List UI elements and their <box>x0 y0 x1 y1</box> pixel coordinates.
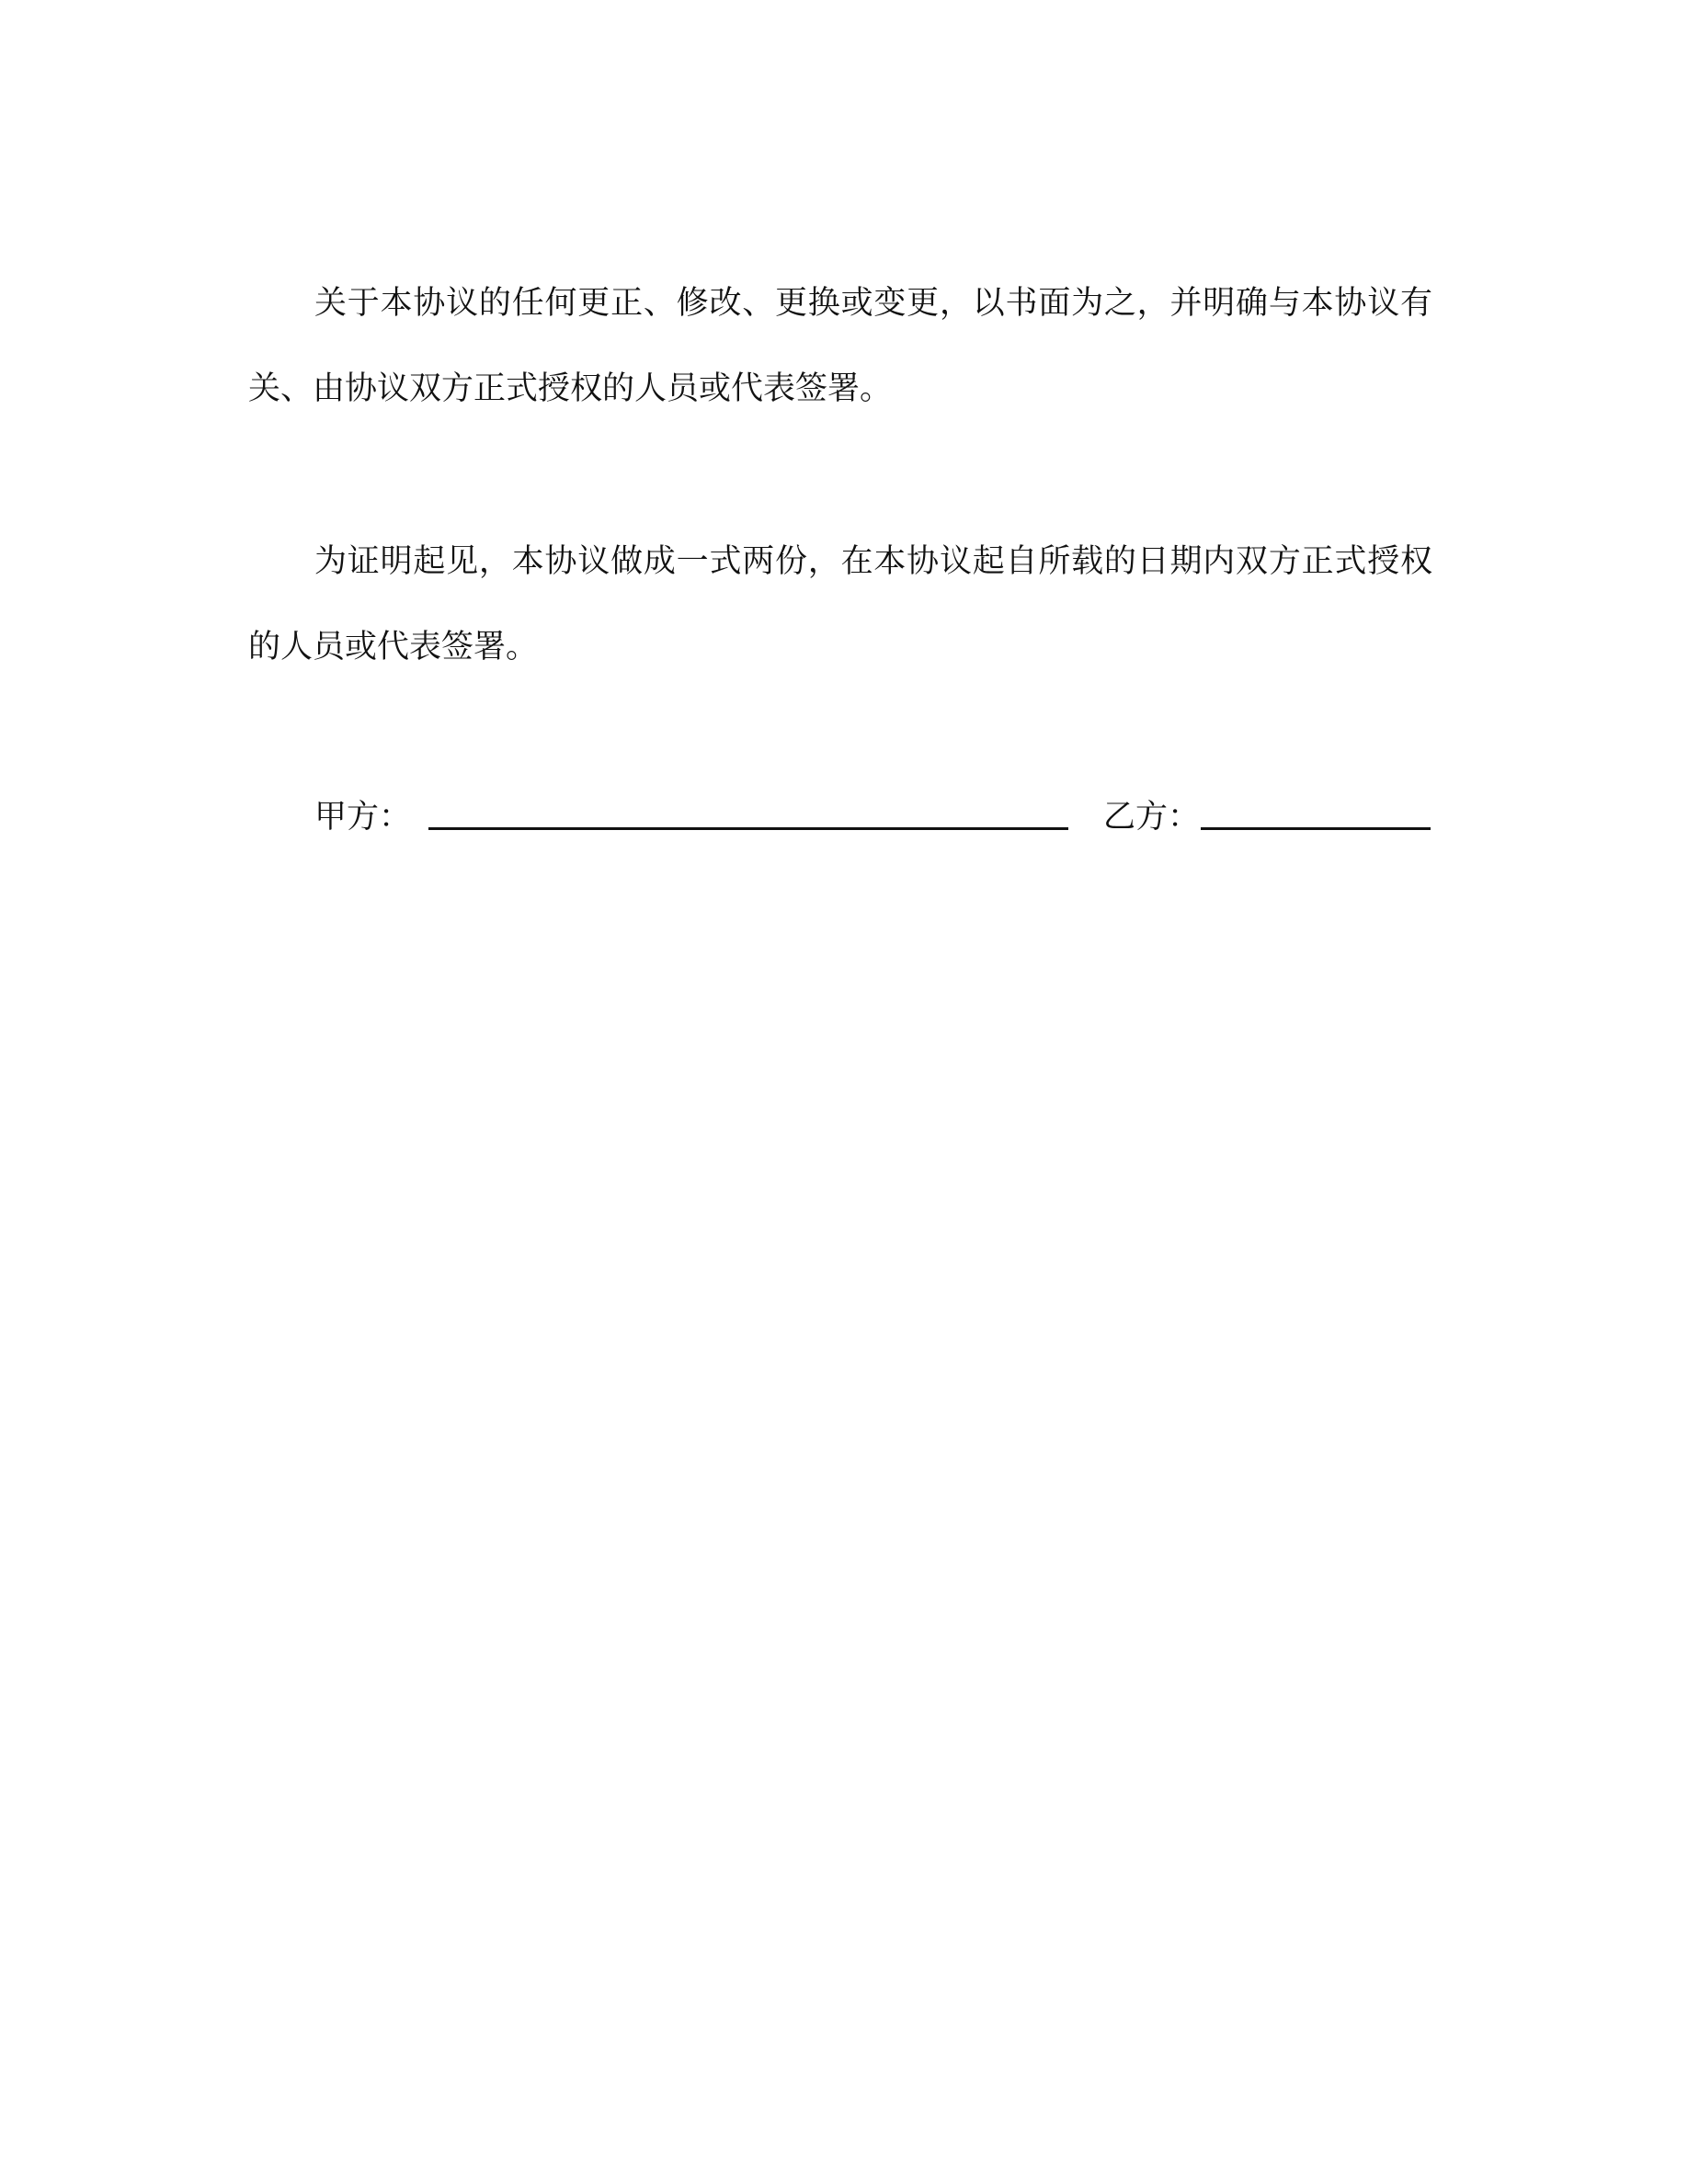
paragraph-witness-line-1: 为证明起见，本协议做成一式两份，在本协议起自所载的日期内双方正式授权 <box>314 543 1432 580</box>
party-b-signature-line[interactable] <box>1201 827 1431 830</box>
paragraph-witness-line-2: 的人员或代表签署。 <box>248 629 539 665</box>
party-b-label: 乙方： <box>1103 799 1201 836</box>
paragraph-amendment-line-1: 关于本协议的任何更正、修改、更换或变更，以书面为之，并明确与本协议有 <box>314 285 1432 322</box>
party-a-signature-line[interactable] <box>428 827 1068 830</box>
party-a-label: 甲方： <box>314 799 412 836</box>
paragraph-amendment-line-2: 关、由协议双方正式授权的人员或代表签署。 <box>248 370 893 407</box>
